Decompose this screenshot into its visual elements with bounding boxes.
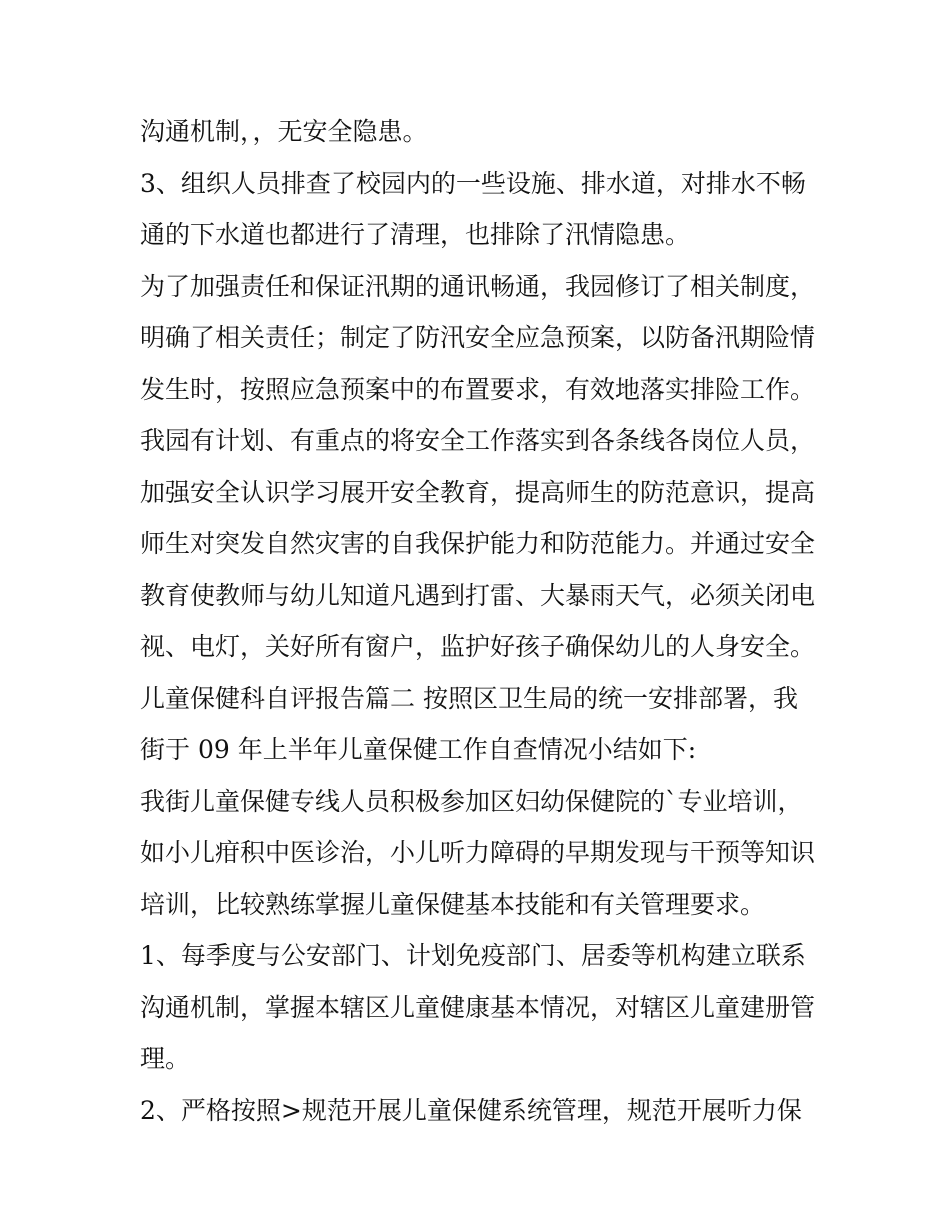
text-line: 视、电灯，关好所有窗户，监护好孩子确保幼儿的人身安全。	[140, 632, 816, 661]
document-body	[140, 106, 830, 1136]
text-line: 为了加强责任和保证汛期的通讯畅通，我园修订了相关制度，	[140, 271, 816, 301]
text-line: 发生时，按照应急预案中的布置要求，有效地落实排险工作。	[140, 374, 816, 404]
text-line: 师生对突发自然灾害的自我保护能力和防范能力。并通过安全	[140, 529, 816, 558]
text-line: 我园有计划、有重点的将安全工作落实到各条线各岗位人员，	[140, 426, 816, 455]
text-line: 街于 09 年上半年儿童保健工作自查情况小结如下:	[140, 735, 697, 764]
text-line: 我街儿童保健专线人员积极参加区妇幼保健院的`专业培训，	[140, 786, 803, 816]
text-line: 1、每季度与公安部门、计划免疫部门、居委等机构建立联系	[140, 941, 806, 970]
text-line: 教育使教师与幼儿知道凡遇到打雷、大暴雨天气，必须关闭电	[140, 580, 816, 610]
text-line: 理。	[140, 1044, 191, 1073]
text-line: 沟通机制，，无安全隐患。	[140, 117, 428, 146]
text-line: 通的下水道也都进行了清理，也排除了汛情隐患。	[140, 220, 691, 249]
text-line: 儿童保健科自评报告篇二 按照区卫生局的统一安排部署，我	[140, 683, 798, 713]
text-line: 加强安全认识学习展开安全教育，提高师生的防范意识，提高	[140, 477, 816, 507]
text-line: 沟通机制，掌握本辖区儿童健康基本情况，对辖区儿童建册管	[140, 992, 816, 1022]
text-line: 2、严格按照>规范开展儿童保健系统管理，规范开展听力保	[140, 1095, 802, 1125]
text-line: 明确了相关责任；制定了防汛安全应急预案，以防备汛期险情	[140, 323, 816, 352]
text-line: 如小儿疳积中医诊治，小儿听力障碍的早期发现与干预等知识	[140, 838, 816, 867]
text-line: 3、组织人员排查了校园内的一些设施、排水道，对排水不畅	[140, 168, 806, 198]
text-line: 培训，比较熟练掌握儿童保健基本技能和有关管理要求。	[140, 889, 766, 919]
